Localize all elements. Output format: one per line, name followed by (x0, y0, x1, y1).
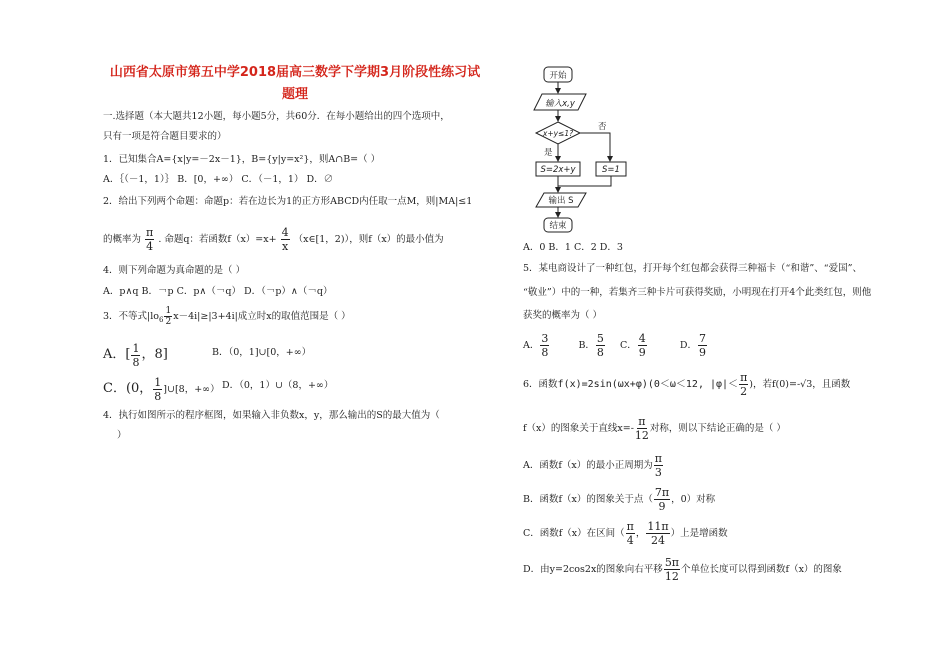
q2-text-c: （x∈[1，2)），则f（x）的最小值为 (293, 234, 444, 245)
q6-c-num2: 11π (647, 520, 669, 533)
q6-c-mid: ， (635, 528, 646, 539)
q6-c-den2: 24 (651, 534, 666, 547)
q3-option-c (103, 376, 220, 403)
q3-stem-b: x－4i|≥|3+4i|成立时x的取值范围是（ ） (173, 311, 351, 322)
q6-d-num: 5π (664, 556, 680, 569)
q2-fraction-pi-over-4 (145, 226, 154, 253)
q6-option-b (523, 486, 715, 513)
q3-a-num: 1 (132, 342, 140, 355)
q5-b-label: B． (578, 340, 595, 351)
q1-stem: 1．已知集合A={x|y=－2x－1}，B={y|y=x²}，则A∩B=（ ） (103, 154, 381, 165)
q3-c-label: C．(0， (103, 381, 153, 396)
q6-l1-b: f(x)=2sin(ωx+φ)(0＜ω＜12, |φ|＜ (557, 379, 739, 390)
section-instructions-line2: 只有一项是符合题目要求的） (103, 131, 227, 142)
program-flowchart (520, 64, 650, 236)
q6-b-den: 9 (658, 500, 666, 513)
q5-d-label: D． (679, 340, 697, 351)
q2-line2 (103, 226, 444, 253)
q5-c-den: 9 (638, 346, 646, 359)
q3-small-6: 6 (159, 315, 164, 324)
q6-b-tail: ，0）对称 (671, 494, 716, 505)
q3-fraction-half (164, 306, 172, 327)
q3-stem (103, 306, 351, 327)
no-label: 否 (598, 122, 607, 132)
q3-a-tail: ，8] (141, 347, 168, 362)
q6-option-c (523, 520, 728, 547)
process2-label: S=1 (602, 165, 620, 175)
q5-a-den: 8 (541, 346, 549, 359)
q6-option-d (523, 556, 842, 583)
q2-line3: 4．则下列命题为真命题的是（ ） (103, 265, 246, 276)
q3-stem-a: 3．不等式|lo (103, 311, 160, 322)
q6-d-fraction (664, 556, 680, 583)
q3-a-den: 8 (132, 356, 140, 369)
q6-c-fraction2 (646, 520, 669, 547)
q5-a-num: 3 (541, 332, 549, 345)
q6-l2-num: π (638, 415, 646, 428)
output-label: 输出 S (548, 196, 574, 206)
connector-line (558, 176, 611, 186)
q5-a-fraction (540, 332, 549, 359)
q4-options: A．0 B．1 C．2 D．3 (523, 242, 623, 253)
q5-b-den: 8 (596, 346, 604, 359)
q6-c-num1: π (626, 520, 634, 533)
q5-c-label: C． (619, 340, 637, 351)
connector-line (580, 133, 610, 161)
q3-frac-den: 2 (165, 317, 172, 327)
q2-text-b: . 命题q：若函数f（x）=x+ (158, 234, 277, 245)
q6-a-fraction (654, 452, 663, 479)
q5-d-num: 7 (698, 332, 706, 345)
q5-b-fraction (596, 332, 605, 359)
q6-option-a (523, 452, 664, 479)
q6-a-den: 3 (654, 466, 662, 479)
q2-frac2-num: 4 (281, 226, 289, 239)
q5-a-label: A． (523, 340, 540, 351)
q6-c-text: C．函数f（x）在区间（ (523, 528, 625, 539)
q6-l1-den: 2 (740, 385, 748, 398)
q6-d-text: D．由y=2cos2x的图象向右平移 (523, 564, 663, 575)
q3-a-label: A．[ (103, 347, 131, 362)
q6-line1 (523, 371, 850, 398)
q6-l1-d: ，若f(0)=-√3，且函数 (753, 379, 851, 390)
q4-stem: 4．执行如图所示的程序框图，如果输入非负数x，y，那么输出的S的最大值为（ (103, 410, 440, 421)
end-label: 结束 (549, 221, 567, 231)
q5-b-num: 5 (596, 332, 604, 345)
q3-frac-num: 1 (165, 306, 172, 316)
q3-a-fraction (131, 342, 140, 369)
q5-c-fraction (638, 332, 647, 359)
q3-option-a (103, 342, 168, 369)
q3-c-num: 1 (154, 376, 162, 389)
q1-options: A．｛（－1，1）｝ B．[0，+∞） C．（－1，1） D．∅ (103, 174, 334, 185)
q6-l1-num: π (740, 371, 748, 384)
q6-l1-c: ) (749, 379, 754, 390)
page-title-line1: 山西省太原市第五中学2018届高三数学下学期3月阶段性练习试 (109, 65, 481, 80)
q6-b-fraction (654, 486, 670, 513)
q6-b-num: 7π (654, 486, 670, 499)
q3-option-d: D．（0，1）∪（8，+∞） (222, 380, 334, 391)
q3-c-den: 8 (154, 390, 162, 403)
q5-options (523, 332, 708, 359)
q6-d-tail: 个单位长度可以得到函数f（x）的图象 (681, 564, 842, 575)
q2-frac-num: π (146, 226, 154, 239)
process1-label: S=2x+y (540, 165, 576, 175)
q6-l2-a: f（x）的图象关于直线x=- (523, 423, 634, 434)
q2-line1: 2．给出下列两个命题：命题p：若在边长为1的正方形ABCD内任取一点M，则|MA|≤1 (103, 196, 473, 207)
q6-c-tail: ）上是增函数 (670, 528, 728, 539)
q6-l1-a: 6．函数 (523, 379, 558, 390)
q6-d-den: 12 (664, 570, 679, 583)
q2-frac2-den: x (282, 240, 289, 253)
q3-option-b: B．（0，1]∪[0，+∞） (212, 347, 312, 358)
decision-label: x+y≤1? (542, 129, 574, 138)
q2-frac-den: 4 (146, 240, 154, 253)
q5-d-fraction (698, 332, 707, 359)
q5-c-num: 4 (638, 332, 646, 345)
yes-label: 是 (544, 148, 553, 158)
q2-options: A．p∧q B．￢p C．p∧（￢q） D．（￢p）∧（￢q） (103, 286, 333, 297)
q6-line2 (523, 415, 786, 442)
q4-stem-end: ） (117, 430, 127, 441)
q6-l2-b: 对称，则以下结论正确的是（ ） (649, 423, 786, 434)
q5-line2: “敬业”）中的一种，若集齐三种卡片可获得奖励，小明现在打开4个此类红包，则他 (523, 287, 872, 298)
page-title-line2: 题理 (281, 87, 308, 102)
q3-c-tail: ]∪[8，+∞） (163, 384, 220, 395)
q6-c-den1: 4 (626, 534, 634, 547)
section-instructions-line1: 一.选择题（本大题共12小题，每小题5分，共60分．在每小题给出的四个选项中， (103, 111, 450, 122)
q5-line3: 获奖的概率为（ ） (523, 310, 603, 321)
q5-line1: 5．某电商设计了一种红包，打开每个红包都会获得三种福卡（“和谐”、“爱国”、 (523, 263, 862, 274)
q6-l2-fraction (635, 415, 649, 442)
q6-a-text: A．函数f（x）的最小正周期为 (523, 460, 653, 471)
q6-a-num: π (654, 452, 662, 465)
q6-b-text: B．函数f（x）的图象关于点（ (523, 494, 653, 505)
q3-c-fraction (153, 376, 162, 403)
q2-fraction-4-over-x (281, 226, 290, 253)
input-label: 输入x,y (545, 99, 575, 109)
q2-text-a: 的概率为 (103, 234, 142, 245)
q6-c-fraction1 (626, 520, 635, 547)
q6-l2-den: 12 (634, 429, 649, 442)
q6-l1-fraction (739, 371, 748, 398)
q5-d-den: 9 (698, 346, 706, 359)
start-label: 开始 (549, 71, 567, 81)
